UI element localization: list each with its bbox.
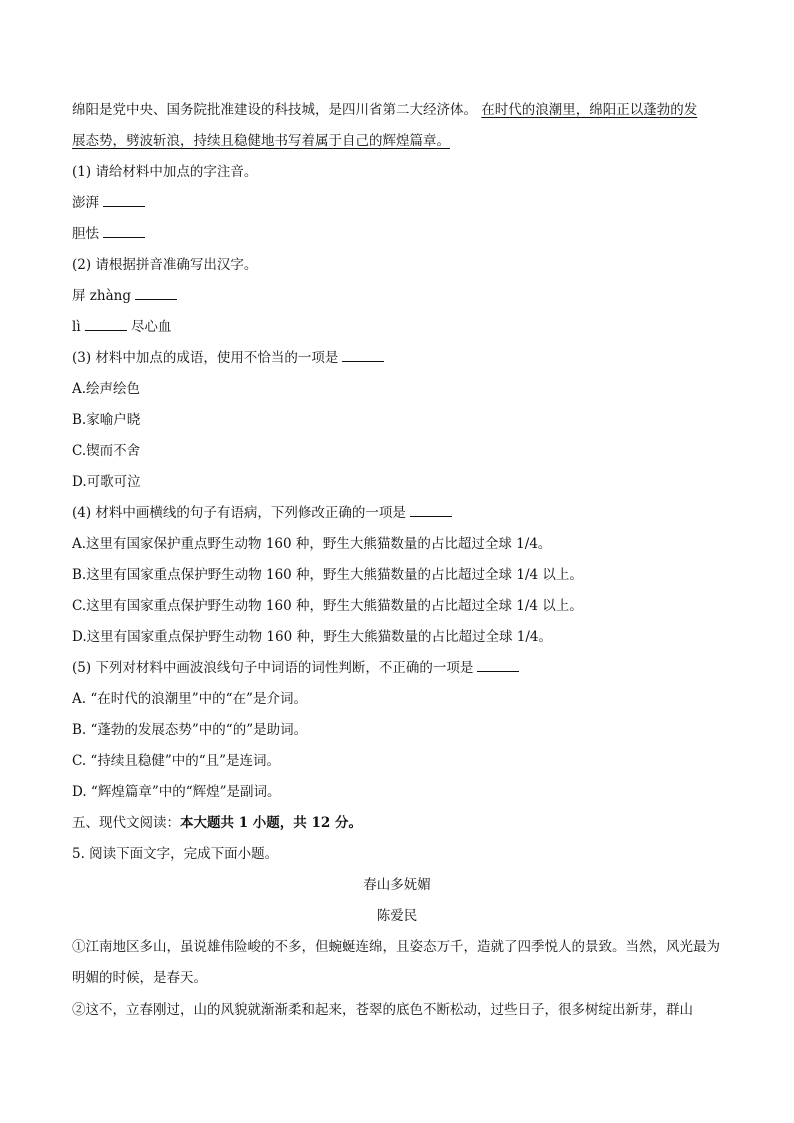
q2-item-2 <box>72 317 722 337</box>
article-paragraph-1: ①江南地区多山，虽说雄伟险峻的不多，但蜿蜒连绵，且姿态万千，造就了四季悦人的景致。当然，风光最为明媚的时候，是春天。 <box>72 939 720 986</box>
underlined-sentence-part-2: 展态势，劈波斩浪，持续且稳健地书写着属于自己的辉煌篇章。 <box>72 133 450 149</box>
q5-option-b: B. “蓬勃的发展态势”中的“的”是助词。 <box>72 722 308 738</box>
q5-option-a: A. “在时代的浪潮里”中的“在”是介词。 <box>72 691 307 707</box>
intro-text: 绵阳是党中央、国务院批准建设的科技城，是四川省第二大经济体。 <box>72 102 477 118</box>
answer-blank[interactable] <box>477 659 519 672</box>
intro-line-2 <box>72 131 722 151</box>
q1-prompt: (1) 请给材料中加点的字注音。 <box>72 164 258 180</box>
underlined-sentence-part-1: 在时代的浪潮里，绵阳正以蓬勃的发 <box>481 102 698 118</box>
q3-option-c: C.锲而不舍 <box>72 443 141 459</box>
q2-item-2-rest: 尽心血 <box>130 319 172 335</box>
q5-prompt <box>72 658 722 678</box>
q3-prompt <box>72 348 722 368</box>
article-title: 春山多妩媚 <box>363 877 431 893</box>
q5-prompt-text: (5) 下列对材料中画波浪线句子中词语的词性判断，不正确的一项是 <box>72 660 474 676</box>
answer-blank[interactable] <box>103 194 145 207</box>
q3-option-a: A.绘声绘色 <box>72 381 141 397</box>
q1-item-2-label: 胆怯 <box>72 226 99 242</box>
q5-option-c: C. “持续且稳健”中的“且”是连词。 <box>72 753 281 769</box>
intro-line-1 <box>72 100 722 120</box>
q4-option-b: B.这里有国家重点保护野生动物 160 种，野生大熊猫数量的占比超过全球 1/4 以上。 <box>72 567 583 583</box>
q3-prompt-text: (3) 材料中加点的成语，使用不恰当的一项是 <box>72 350 339 366</box>
section-5-heading <box>72 813 722 833</box>
q4-option-a: A.这里有国家保护重点野生动物 160 种，野生大熊猫数量的占比超过全球 1/4。 <box>72 536 552 552</box>
q2-item-1 <box>72 286 722 306</box>
q3-option-b: B.家喻户晓 <box>72 412 141 428</box>
section-heading-label: 五、现代文阅读： <box>72 815 180 831</box>
q4-option-d: D.这里有国家重点保护野生动物 160 种，野生大熊猫数量的占比超过全球 1/4。 <box>72 629 553 645</box>
q3-option-d: D.可歌可泣 <box>72 474 141 490</box>
q4-prompt-text: (4) 材料中画横线的句子有语病，下列修改正确的一项是 <box>72 505 406 521</box>
q1-item-2 <box>72 224 722 244</box>
article-paragraph-2: ②这不，立春刚过，山的风貌就渐渐柔和起来，苍翠的底色不断松动，过些日子，很多树绽出新芽，群山 <box>72 1002 693 1018</box>
answer-blank[interactable] <box>135 287 177 300</box>
answer-blank[interactable] <box>103 225 145 238</box>
q4-option-c: C.这里有国家重点保护野生动物 160 种，野生大熊猫数量的占比超过全球 1/4 以上。 <box>72 598 583 614</box>
section-heading-detail: 本大题共 1 小题，共 12 分。 <box>180 815 362 831</box>
q2-item-2-pinyin: lì <box>72 319 81 335</box>
q4-prompt <box>72 503 722 523</box>
document-page <box>72 100 722 1031</box>
section-5-instruction: 5. 阅读下面文字，完成下面小题。 <box>72 846 279 862</box>
q2-item-1-label: 屏 zhàng <box>72 288 131 304</box>
q2-prompt: (2) 请根据拼音准确写出汉字。 <box>72 257 258 273</box>
answer-blank[interactable] <box>85 318 127 331</box>
q1-item-1-label: 澎湃 <box>72 195 99 211</box>
answer-blank[interactable] <box>342 349 384 362</box>
q1-item-1 <box>72 193 722 213</box>
answer-blank[interactable] <box>410 504 452 517</box>
article-author: 陈爱民 <box>376 908 418 924</box>
q5-option-d: D. “辉煌篇章”中的“辉煌”是副词。 <box>72 784 281 800</box>
